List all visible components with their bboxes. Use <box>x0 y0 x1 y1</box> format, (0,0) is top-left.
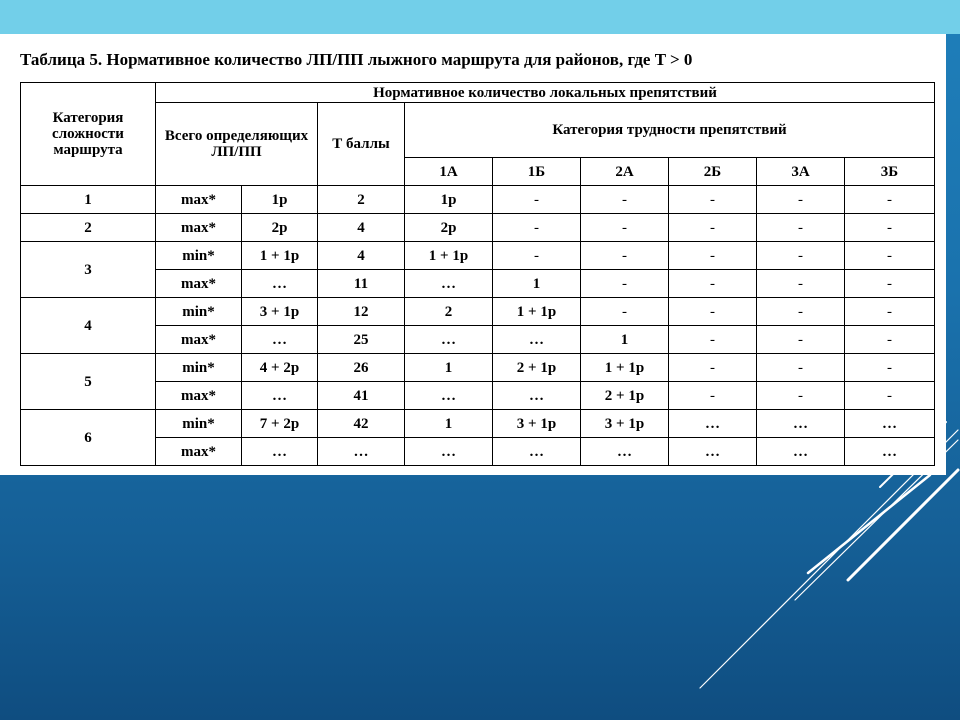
total-defining-cell: 4 + 2р <box>242 354 318 382</box>
difficulty-count-cell: - <box>845 382 935 410</box>
header-difficulty-3b: 3Б <box>845 158 935 186</box>
difficulty-count-cell: 1 <box>405 354 493 382</box>
header-total-defining: Всего определяющих ЛП/ПП <box>156 103 318 186</box>
header-difficulty-3a: 3А <box>757 158 845 186</box>
t-points-cell: 4 <box>318 214 405 242</box>
difficulty-count-cell: 1 <box>405 410 493 438</box>
difficulty-count-cell: - <box>581 214 669 242</box>
bound-cell: max* <box>156 186 242 214</box>
table-row <box>21 438 935 466</box>
difficulty-count-cell: 1р <box>405 186 493 214</box>
t-points-cell: 26 <box>318 354 405 382</box>
difficulty-count-cell: 2р <box>405 214 493 242</box>
difficulty-count-cell: - <box>845 354 935 382</box>
difficulty-count-cell: - <box>845 214 935 242</box>
difficulty-count-cell: - <box>581 242 669 270</box>
difficulty-count-cell: - <box>581 298 669 326</box>
table-row <box>21 326 935 354</box>
table-caption: Таблица 5. Нормативное количество ЛП/ПП лыжного маршрута для районов, где T > 0 <box>20 50 693 69</box>
difficulty-count-cell: - <box>669 214 757 242</box>
bound-cell: min* <box>156 410 242 438</box>
t-points-cell: … <box>318 438 405 466</box>
header-difficulty-1b: 1Б <box>493 158 581 186</box>
difficulty-count-cell: - <box>493 186 581 214</box>
difficulty-count-cell: 2 + 1р <box>581 382 669 410</box>
normative-table <box>20 82 935 466</box>
total-defining-cell: 7 + 2р <box>242 410 318 438</box>
difficulty-count-cell: - <box>845 270 935 298</box>
total-defining-cell: 1р <box>242 186 318 214</box>
difficulty-count-cell: - <box>493 242 581 270</box>
header-difficulty-2b: 2Б <box>669 158 757 186</box>
difficulty-count-cell: … <box>405 270 493 298</box>
total-defining-cell: 3 + 1р <box>242 298 318 326</box>
table-row <box>21 214 935 242</box>
difficulty-count-cell: - <box>669 354 757 382</box>
difficulty-count-cell: - <box>757 270 845 298</box>
table-row <box>21 186 935 214</box>
difficulty-count-cell: … <box>405 326 493 354</box>
difficulty-count-cell: - <box>757 242 845 270</box>
difficulty-count-cell: - <box>757 298 845 326</box>
difficulty-count-cell: 1 <box>493 270 581 298</box>
difficulty-count-cell: - <box>757 354 845 382</box>
t-points-cell: 12 <box>318 298 405 326</box>
bound-cell: max* <box>156 382 242 410</box>
difficulty-count-cell: - <box>845 326 935 354</box>
difficulty-count-cell: 1 + 1р <box>581 354 669 382</box>
difficulty-count-cell: 3 + 1р <box>493 410 581 438</box>
bound-cell: max* <box>156 438 242 466</box>
difficulty-count-cell: - <box>669 382 757 410</box>
difficulty-count-cell: - <box>669 326 757 354</box>
t-points-cell: 41 <box>318 382 405 410</box>
difficulty-count-cell: … <box>845 410 935 438</box>
total-defining-cell: … <box>242 270 318 298</box>
t-points-cell: 2 <box>318 186 405 214</box>
difficulty-count-cell: … <box>669 410 757 438</box>
total-defining-cell: … <box>242 438 318 466</box>
difficulty-count-cell: 1 + 1р <box>405 242 493 270</box>
table-row <box>21 270 935 298</box>
t-points-cell: 11 <box>318 270 405 298</box>
difficulty-count-cell: - <box>581 186 669 214</box>
difficulty-count-cell: - <box>757 326 845 354</box>
difficulty-count-cell: 2 + 1р <box>493 354 581 382</box>
difficulty-count-cell: … <box>405 438 493 466</box>
t-points-cell: 42 <box>318 410 405 438</box>
difficulty-count-cell: - <box>493 214 581 242</box>
bound-cell: max* <box>156 214 242 242</box>
bound-cell: min* <box>156 242 242 270</box>
difficulty-count-cell: - <box>757 382 845 410</box>
total-defining-cell: … <box>242 382 318 410</box>
total-defining-cell: 2р <box>242 214 318 242</box>
route-category-cell: 4 <box>21 298 156 354</box>
route-category-cell: 6 <box>21 410 156 466</box>
difficulty-count-cell: … <box>493 326 581 354</box>
route-category-cell: 3 <box>21 242 156 298</box>
header-difficulty-1a: 1А <box>405 158 493 186</box>
difficulty-count-cell: … <box>493 438 581 466</box>
table-row <box>21 410 935 438</box>
difficulty-count-cell: - <box>669 270 757 298</box>
difficulty-count-cell: … <box>757 438 845 466</box>
difficulty-count-cell: 3 + 1р <box>581 410 669 438</box>
t-points-cell: 4 <box>318 242 405 270</box>
difficulty-count-cell: … <box>493 382 581 410</box>
table-row <box>21 298 935 326</box>
table-row <box>21 242 935 270</box>
difficulty-count-cell: 1 + 1р <box>493 298 581 326</box>
difficulty-count-cell: 1 <box>581 326 669 354</box>
difficulty-count-cell: … <box>757 410 845 438</box>
route-category-cell: 2 <box>21 214 156 242</box>
header-normative-local: Нормативное количество локальных препятствий <box>156 83 935 103</box>
total-defining-cell: 1 + 1р <box>242 242 318 270</box>
difficulty-count-cell: - <box>757 186 845 214</box>
bound-cell: max* <box>156 270 242 298</box>
header-difficulty-2a: 2А <box>581 158 669 186</box>
difficulty-count-cell: … <box>581 438 669 466</box>
difficulty-count-cell: - <box>845 298 935 326</box>
total-defining-cell: … <box>242 326 318 354</box>
header-route-category: Категория сложности маршрута <box>21 83 156 186</box>
header-difficulty-category: Категория трудности препятствий <box>405 103 935 158</box>
difficulty-count-cell: - <box>581 270 669 298</box>
difficulty-count-cell: - <box>845 186 935 214</box>
header-t-points: Т баллы <box>318 103 405 186</box>
difficulty-count-cell: - <box>845 242 935 270</box>
difficulty-count-cell: - <box>757 214 845 242</box>
bound-cell: max* <box>156 326 242 354</box>
difficulty-count-cell: - <box>669 186 757 214</box>
difficulty-count-cell: … <box>669 438 757 466</box>
difficulty-count-cell: - <box>669 298 757 326</box>
difficulty-count-cell: 2 <box>405 298 493 326</box>
difficulty-count-cell: … <box>405 382 493 410</box>
t-points-cell: 25 <box>318 326 405 354</box>
table-row <box>21 354 935 382</box>
difficulty-count-cell: … <box>845 438 935 466</box>
difficulty-count-cell: - <box>669 242 757 270</box>
table-row <box>21 382 935 410</box>
bound-cell: min* <box>156 354 242 382</box>
route-category-cell: 5 <box>21 354 156 410</box>
route-category-cell: 1 <box>21 186 156 214</box>
bound-cell: min* <box>156 298 242 326</box>
